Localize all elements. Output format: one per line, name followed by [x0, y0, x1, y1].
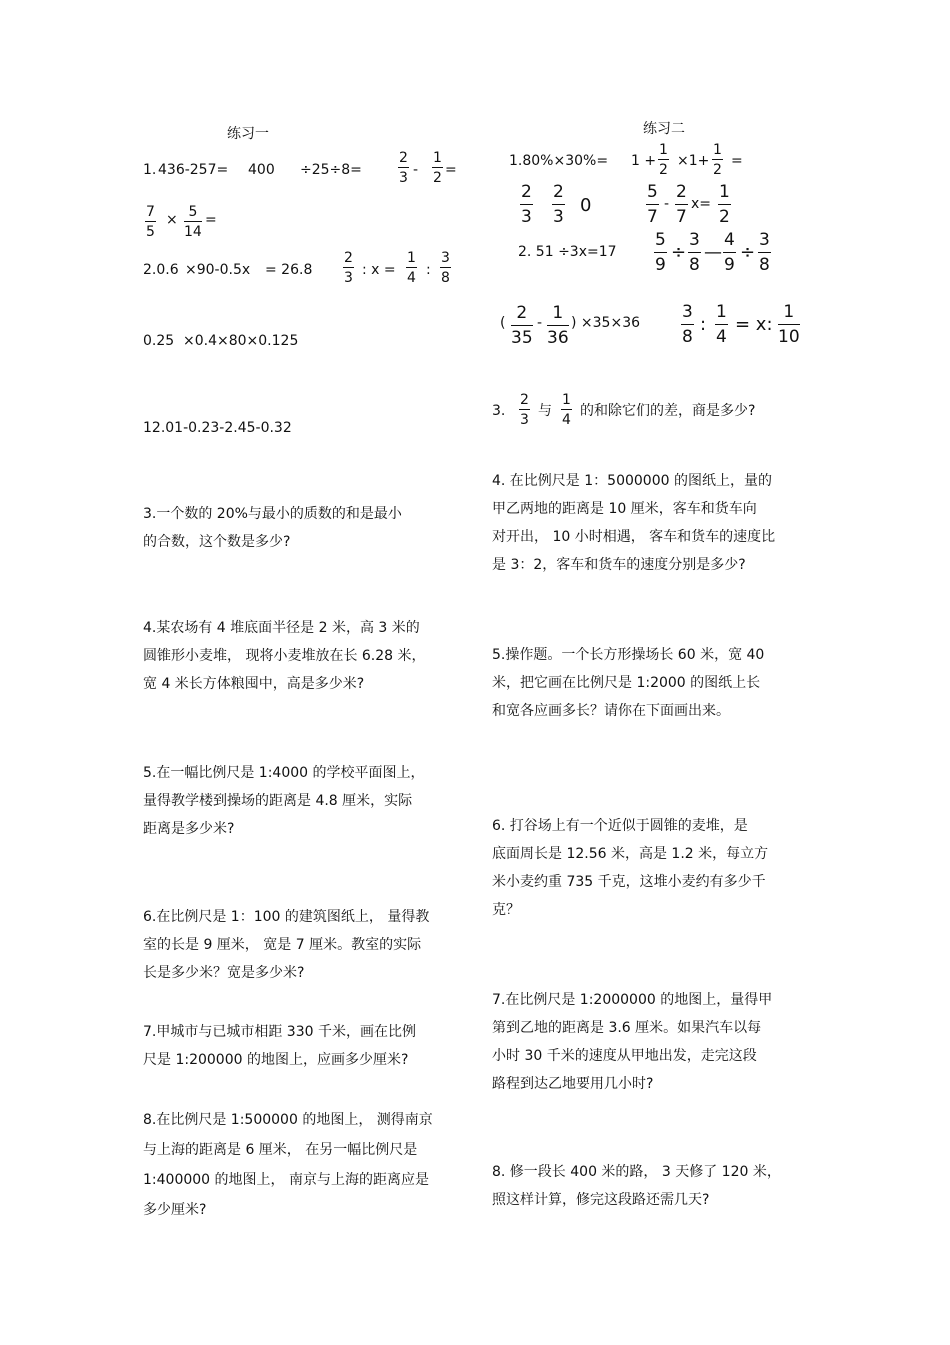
left-q5: 5.在一幅比例尺是 1:4000 的学校平面图上， 量得教学楼到操场的距离是 4.8 厘米，实际 距离是多少米?	[143, 765, 425, 837]
right-q1-expr-a: 1.80%×30%=	[509, 153, 609, 169]
right-q3-frac-a: 2 3	[520, 392, 529, 428]
right-q1-frac-e: 5 7	[647, 182, 658, 227]
left-q1-minus: -	[413, 162, 419, 178]
right-q2b-colon: :	[700, 314, 707, 335]
left-q7: 7.甲城市与已城市相距 330 千米，画在比例 尺是 1:200000 的地图上，应画多少厘米?	[143, 1024, 416, 1068]
left-q4: 4.某农场有 4 堆底面半径是 2 米，高 3 米的 圆锥形小麦堆， 现将小麦堆放在长 6.28 米， 宽 4 米长方体粮囤中，高是多少米?	[143, 620, 426, 692]
right-q2-frac-b: 3 8	[689, 230, 700, 275]
right-q2b-frac-d: 1 4	[716, 302, 727, 347]
right-q7: 7.在比例尺是 1:2000000 的地图上，量得甲 第到乙地的距离是 3.6 厘米。如果汽车以每 小时 30 千米的速度从甲地出发，走完这段 路程到达乙地要用几小时?	[492, 992, 773, 1092]
right-q6: 6. 打谷场上有一个近似于圆锥的麦堆，是 底面周长是 12.56 米，高是 1.2 米，每立方 米小麦约重 735 千克，这堆小麦约有多少千 克？	[492, 818, 769, 918]
right-q8: 8. 修一段长 400 米的路， 3 天修了 120 米， 照这样计算，修完这段路还需几天?	[492, 1164, 781, 1208]
left-q1-expr-b: 400	[248, 162, 275, 178]
left-q1-eq2: =	[205, 212, 217, 228]
right-q1-minus: -	[664, 196, 670, 212]
right-q3-frac-b: 1 4	[562, 392, 571, 428]
right-q1-frac-b: 1 2	[713, 142, 722, 178]
right-q3-with: 与	[538, 403, 552, 419]
left-q8: 8.在比例尺是 1:500000 的地图上， 测得南京 与上海的距离是 6 厘米， 在另一幅比例尺是 1:400000 的地图上， 南京与上海的距离应是 多少厘米?	[143, 1112, 433, 1218]
right-q1-frac-c: 2 3	[521, 182, 532, 227]
right-q2-expr: 2. 51 ÷3x=17	[518, 244, 617, 260]
right-q2b-frac-a: 2 35	[511, 303, 533, 348]
right-q2-div1: ÷	[671, 242, 687, 263]
right-q1-one-plus: 1 +	[631, 153, 657, 169]
right-q2-frac-d: 3 8	[759, 230, 770, 275]
right-q2b-eq-x: = x:	[735, 314, 773, 335]
right-q1-frac-d: 2 3	[553, 182, 564, 227]
left-q2-colon-x: : x =	[362, 262, 396, 278]
left-q1-times: ×	[166, 212, 178, 228]
right-q2b-frac-c: 3 8	[682, 302, 693, 347]
right-q1-eq: =	[731, 153, 743, 169]
right-q1-times-one-plus: ×1+	[677, 153, 710, 169]
right-q3-rest: 的和除它们的差，商是多少?	[580, 403, 756, 419]
right-q2b-rparen-expr: ) ×35×36	[571, 315, 641, 331]
left-q2-frac-b: 1 4	[407, 250, 416, 286]
left-q1-eq: =	[445, 162, 457, 178]
left-q1-frac-c: 7 5	[146, 204, 155, 240]
right-q2-frac-c: 4 9	[724, 230, 735, 275]
right-q4: 4. 在比例尺是 1：5000000 的图纸上，量的 甲乙两地的距离是 10 厘米，客车和货车向 对开出， 10 小时相遇， 客车和货车的速度比 是 3：2，客车和货车的速度分别是多少?	[492, 473, 776, 573]
right-q3-label: 3.	[492, 403, 506, 419]
left-calc2: 12.01-0.23-2.45-0.32	[143, 420, 292, 436]
left-q2-expr: ×90-0.5x	[185, 262, 251, 278]
left-q1-label: 1.	[143, 162, 157, 178]
left-q2-expr-end: = 26.8	[265, 262, 313, 278]
left-q1-frac-b: 1 2	[433, 150, 442, 186]
right-q1-zero: 0	[580, 195, 592, 216]
right-q1-x-eq: x=	[691, 196, 712, 212]
right-q1-frac-a: 1 2	[659, 142, 668, 178]
right-q5: 5.操作题。一个长方形操场长 60 米，宽 40 米，把它画在比例尺是 1:2000 的图纸上长 和宽各应画多长？请你在下面画出来。	[492, 647, 765, 719]
left-q1-frac-d: 5 14	[184, 204, 202, 240]
left-q2-label: 2.0.6	[143, 262, 179, 278]
right-q2-minus: —	[704, 242, 722, 263]
right-q2-div2: ÷	[740, 242, 756, 263]
left-q3: 3.一个数的 20%与最小的质数的和是最小 的合数，这个数是多少?	[143, 506, 402, 550]
right-q2-frac-a: 5 9	[655, 230, 666, 275]
left-calc1-b: ×0.4×80×0.125	[183, 333, 299, 349]
left-q1-expr-a: 436-257=	[158, 162, 229, 178]
right-q2b-minus: -	[537, 315, 543, 331]
right-q1-frac-f: 2 7	[676, 182, 687, 227]
left-q2-frac-a: 2 3	[344, 250, 353, 286]
left-q1-frac-a: 2 3	[399, 150, 408, 186]
left-q6: 6.在比例尺是 1：100 的建筑图纸上， 量得教 室的长是 9 厘米， 宽是 7 厘米。教室的实际 长是多少米？宽是多少米?	[143, 909, 430, 981]
right-q2b-lparen: (	[500, 315, 506, 331]
left-calc1-a: 0.25	[143, 333, 175, 349]
right-q1-frac-g: 1 2	[719, 182, 730, 227]
right-q2b-frac-e: 1 10	[778, 302, 800, 347]
right-title: 练习二	[643, 121, 685, 137]
left-q2-frac-c: 3 8	[441, 250, 450, 286]
left-q1-expr-c: ÷25÷8=	[300, 162, 362, 178]
right-q2b-frac-b: 1 36	[547, 303, 569, 348]
left-title: 练习一	[227, 126, 269, 142]
left-q2-colon: :	[426, 262, 431, 278]
